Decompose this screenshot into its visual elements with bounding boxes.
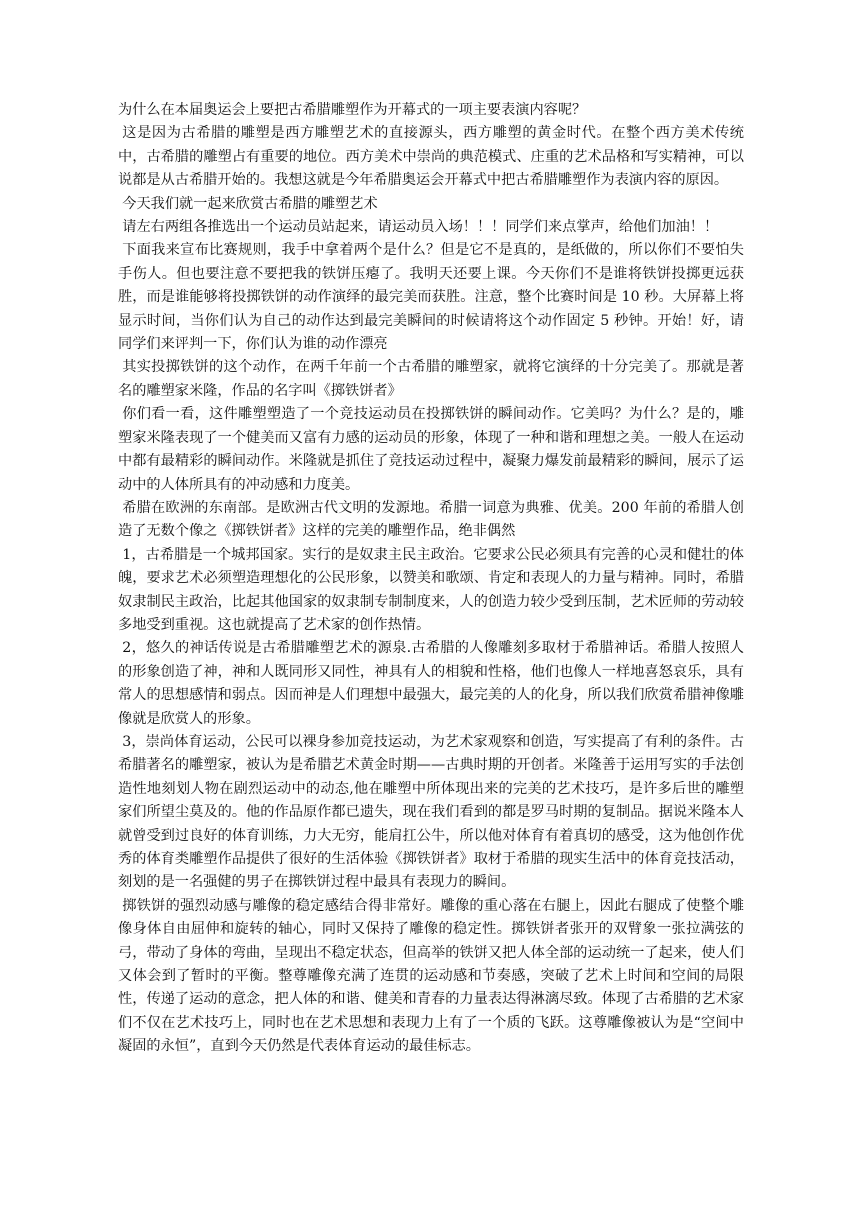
paragraph-greece-location: 希腊在欧洲的东南部。是欧洲古代文明的发源地。希腊一词意为典雅、优美。200 年前的希腊人创造了无数个像之《掷铁饼者》这样的完美的雕塑作品，绝非偶然 xyxy=(118,499,744,540)
paragraph-choose-athletes: 请左右两组各推选出一个运动员站起来，请运动员入场！！！同学们来点掌声，给他们加油！！ xyxy=(122,219,719,236)
paragraph-reason-1: 1，古希腊是一个城邦国家。实行的是奴隶主民主政治。它要求公民必须具有完善的心灵和健壮的体魄，要求艺术必须塑造理想化的公民形象，以赞美和歌颂、肯定和表现人的力量与精神。同时，希腊奴隶制民主政治，比起其他国家的奴隶制专制制度来，人的创造力较少受到压制，艺术匠师的劳动较多地受到重视。这也就提高了艺术家的创作热情。 xyxy=(118,546,744,633)
paragraph-today-appreciate: 今天我们就一起来欣赏古希腊的雕塑艺术 xyxy=(122,195,378,212)
paragraph-reason-2: 2，悠久的神话传说是古希腊雕塑艺术的源泉.古希腊的人像雕刻多取材于希腊神话。希腊人按照人的形象创造了神，神和人既同形又同性，神具有人的相貌和性格，他们也像人一样地喜怒哀乐，具有常人的思想感情和弱点。因而神是人们理想中最强大，最完美的人的化身，所以我们欣赏希腊神像雕像就是欣赏人的形象。 xyxy=(118,640,744,727)
document-body xyxy=(118,99,744,1059)
paragraph-reason-3: 3，崇尚体育运动，公民可以裸身参加竞技运动，为艺术家观察和创造，写实提高了有利的条件。古希腊著名的雕塑家，被认为是希腊艺术黄金时期——古典时期的开创者。米隆善于运用写实的手法创造性地刻划人物在剧烈运动中的动态,他在雕塑中所体现出来的完美的艺术技巧，是许多后世的雕塑家们所望尘莫及的。他的作品原作都已遗失，现在我们看到的都是罗马时期的复制品。据说米隆本人就曾受到过良好的体育训练，力大无穷，能肩扛公牛，所以他对体育有着真切的感受，这为他创作优秀的体育类雕塑作品提供了很好的生活体验《掷铁饼者》取材于希腊的现实生活中的体育竞技活动，刻划的是一名强健的男子在掷铁饼过程中最具有表现力的瞬间。 xyxy=(118,733,744,891)
paragraph-myron-discobolus: 其实投掷铁饼的这个动作，在两千年前一个古希腊的雕塑家，就将它演绎的十分完美了。那就是著名的雕塑家米隆，作品的名字叫《掷铁饼者》 xyxy=(118,359,744,399)
paragraph-greek-sculpture-origin: 这是因为古希腊的雕塑是西方雕塑艺术的直接源头，西方雕塑的黄金时代。在整个西方美术传统中，古希腊的雕塑占有重要的地位。西方美术中崇尚的典范模式、庄重的艺术品格和写实精神，可以说都是从古希腊开始的。我想这就是今年希腊奥运会开幕式中把古希腊雕塑作为表演内容的原因。 xyxy=(118,125,744,189)
paragraph-competition-rules: 下面我来宣布比赛规则，我手中拿着两个是什么？但是它不是真的，是纸做的，所以你们不要怕失手伤人。但也要注意不要把我的铁饼压瘪了。我明天还要上课。今天你们不是谁将铁饼投掷更远获胜，而是谁能够将投掷铁饼的动作演绎的最完美而获胜。注意，整个比赛时间是 10 秒。大屏幕上将显示时间，当你们认为自己的动作达到最完美瞬间的时候请将这个动作固定 5 秒钟。开始！好，请同学们来评判一下，你们认为谁的动作漂亮 xyxy=(118,242,744,353)
paragraph-discus-analysis: 掷铁饼的强烈动感与雕像的稳定感结合得非常好。雕像的重心落在右腿上，因此右腿成了使整个雕像身体自由屈伸和旋转的轴心，同时又保持了雕像的稳定性。掷铁饼者张开的双臂象一张拉满弦的弓，带动了身体的弯曲，呈现出不稳定状态，但高举的铁饼又把人体全部的运动统一了起来，使人们又体会到了暂时的平衡。整尊雕像充满了连贯的运动感和节奏感，突破了艺术上时间和空间的局限性，传递了运动的意念，把人体的和谐、健美和青春的力量表达得淋漓尽致。体现了古希腊的艺术家们不仅在艺术技巧上，同时也在艺术思想和表现力上有了一个质的飞跃。这尊雕像被认为是“空间中凝固的永恒”，直到今天仍然是代表体育运动的最佳标志。 xyxy=(118,897,744,1055)
document-question: 为什么在本届奥运会上要把古希腊雕塑作为开幕式的一项主要表演内容呢？ xyxy=(118,102,587,118)
paragraph-look-at-sculpture: 你们看一看，这件雕塑塑造了一个竞技运动员在投掷铁饼的瞬间动作。它美吗？为什么？是的，雕塑家米隆表现了一个健美而又富有力感的运动员的形象，体现了一种和谐和理想之美。一般人在运动中都有最精彩的瞬间动作。米隆就是抓住了竞技运动过程中，凝聚力爆发前最精彩的瞬间，展示了运动中的人体所具有的冲动感和力度美。 xyxy=(118,406,744,493)
